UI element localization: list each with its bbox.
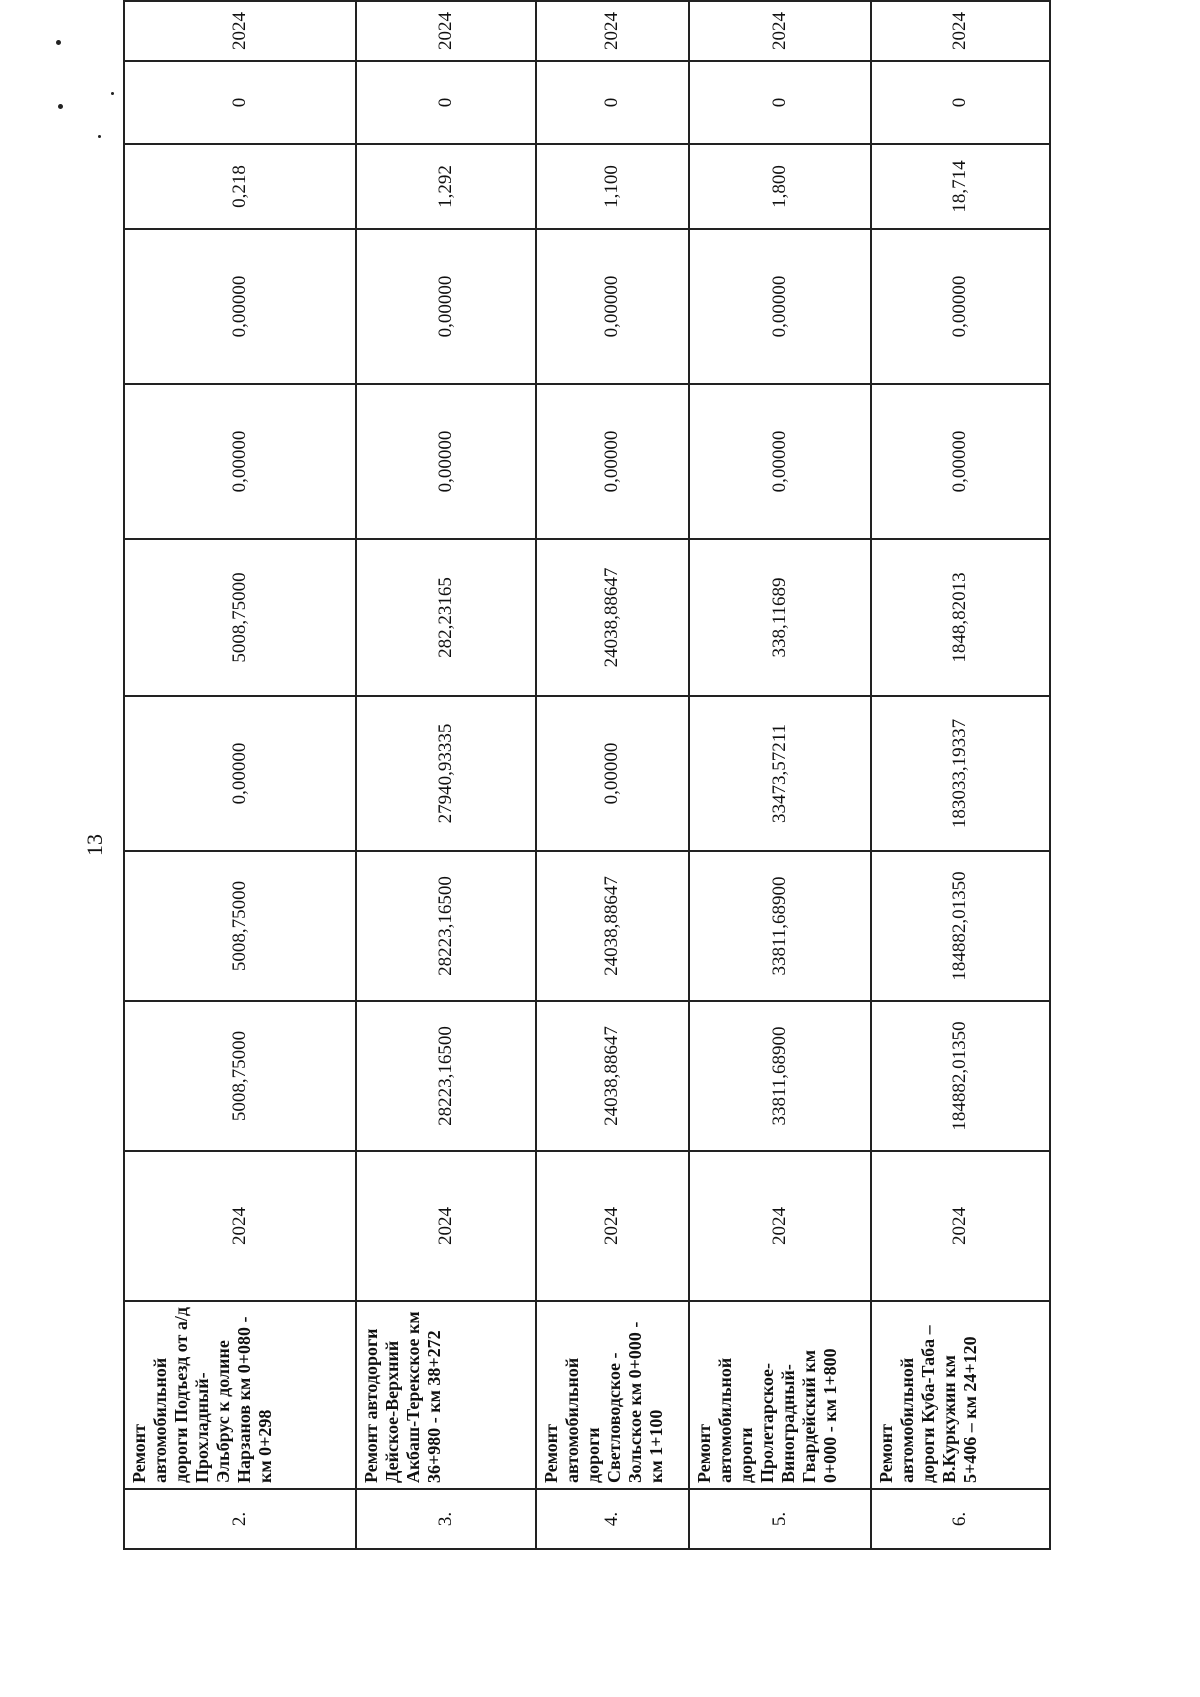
value-cell-v2: 24038,88647 (536, 851, 689, 1001)
value-cell-v6: 0,00000 (124, 229, 356, 384)
value-cell-length: 1,292 (356, 144, 536, 229)
value-cell-v8: 0 (124, 61, 356, 144)
scan-speck (98, 135, 101, 138)
road-name-cell: Ремонт автомобильной дороги Пролетарское-Виноградный-Гвардейский км 0+000 - км 1+800 (689, 1301, 871, 1489)
value-cell-length: 1,800 (689, 144, 871, 229)
scan-speck (58, 104, 63, 109)
row-number: 6. (871, 1489, 1050, 1549)
value-cell-year-end: 2024 (356, 1, 536, 61)
value-cell-v2: 5008,75000 (124, 851, 356, 1001)
value-cell-v8: 0 (871, 61, 1050, 144)
value-cell-year-start: 2024 (871, 1151, 1050, 1301)
value-cell-v1: 33811,68900 (689, 1001, 871, 1151)
value-cell-v5: 0,00000 (689, 384, 871, 539)
value-cell-year-start: 2024 (356, 1151, 536, 1301)
value-cell-v5: 0,00000 (124, 384, 356, 539)
value-cell-length: 0,218 (124, 144, 356, 229)
table-body (124, 1, 1050, 1549)
value-cell-v5: 0,00000 (356, 384, 536, 539)
value-cell-v3: 0,00000 (124, 696, 356, 851)
value-cell-v2: 33811,68900 (689, 851, 871, 1001)
row-number: 5. (689, 1489, 871, 1549)
value-cell-year-end: 2024 (871, 1, 1050, 61)
value-cell-v4: 5008,75000 (124, 539, 356, 696)
value-cell-v4: 1848,82013 (871, 539, 1050, 696)
value-cell-year-start: 2024 (536, 1151, 689, 1301)
value-cell-length: 1,100 (536, 144, 689, 229)
value-cell-v8: 0 (536, 61, 689, 144)
table-row (356, 1, 536, 1549)
value-cell-v6: 0,00000 (689, 229, 871, 384)
page-number: 13 (82, 834, 107, 856)
value-cell-v8: 0 (689, 61, 871, 144)
value-cell-v4: 282,23165 (356, 539, 536, 696)
value-cell-length: 18,714 (871, 144, 1050, 229)
value-cell-v6: 0,00000 (356, 229, 536, 384)
value-cell-v4: 24038,88647 (536, 539, 689, 696)
value-cell-v5: 0,00000 (536, 384, 689, 539)
rotated-table-container (123, 12, 1051, 1550)
value-cell-v3: 27940,93335 (356, 696, 536, 851)
value-cell-year-end: 2024 (124, 1, 356, 61)
value-cell-v3: 0,00000 (536, 696, 689, 851)
value-cell-v1: 28223,16500 (356, 1001, 536, 1151)
value-cell-v1: 5008,75000 (124, 1001, 356, 1151)
value-cell-year-end: 2024 (536, 1, 689, 61)
scan-speck (56, 40, 61, 45)
value-cell-v2: 28223,16500 (356, 851, 536, 1001)
table-row (536, 1, 689, 1549)
road-repair-table (123, 0, 1051, 1550)
road-name-cell: Ремонт автомобильной дороги Светловодское - Зольское км 0+000 - км 1+100 (536, 1301, 689, 1489)
row-number: 2. (124, 1489, 356, 1549)
value-cell-v1: 24038,88647 (536, 1001, 689, 1151)
value-cell-v8: 0 (356, 61, 536, 144)
road-name-cell: Ремонт автодороги Дейское-Верхний Акбаш-Терекское км 36+980 - км 38+272 (356, 1301, 536, 1489)
road-name-cell: Ремонт автомобильной дороги Подъезд от а/д Прохладный-Эльбрус к долине Нарзанов км 0+080 - км 0+298 (124, 1301, 356, 1489)
table-row (689, 1, 871, 1549)
row-number: 3. (356, 1489, 536, 1549)
row-number: 4. (536, 1489, 689, 1549)
value-cell-v4: 338,11689 (689, 539, 871, 696)
value-cell-year-start: 2024 (124, 1151, 356, 1301)
table-row (124, 1, 356, 1549)
value-cell-year-start: 2024 (689, 1151, 871, 1301)
value-cell-v3: 183033,19337 (871, 696, 1050, 851)
value-cell-v3: 33473,57211 (689, 696, 871, 851)
scan-speck (111, 92, 114, 95)
table-row (871, 1, 1050, 1549)
value-cell-v2: 184882,01350 (871, 851, 1050, 1001)
value-cell-v6: 0,00000 (871, 229, 1050, 384)
value-cell-v5: 0,00000 (871, 384, 1050, 539)
value-cell-v1: 184882,01350 (871, 1001, 1050, 1151)
value-cell-year-end: 2024 (689, 1, 871, 61)
road-name-cell: Ремонт автомобильной дороги Куба-Таба – В.Куркужин км 5+406 – км 24+120 (871, 1301, 1050, 1489)
value-cell-v6: 0,00000 (536, 229, 689, 384)
